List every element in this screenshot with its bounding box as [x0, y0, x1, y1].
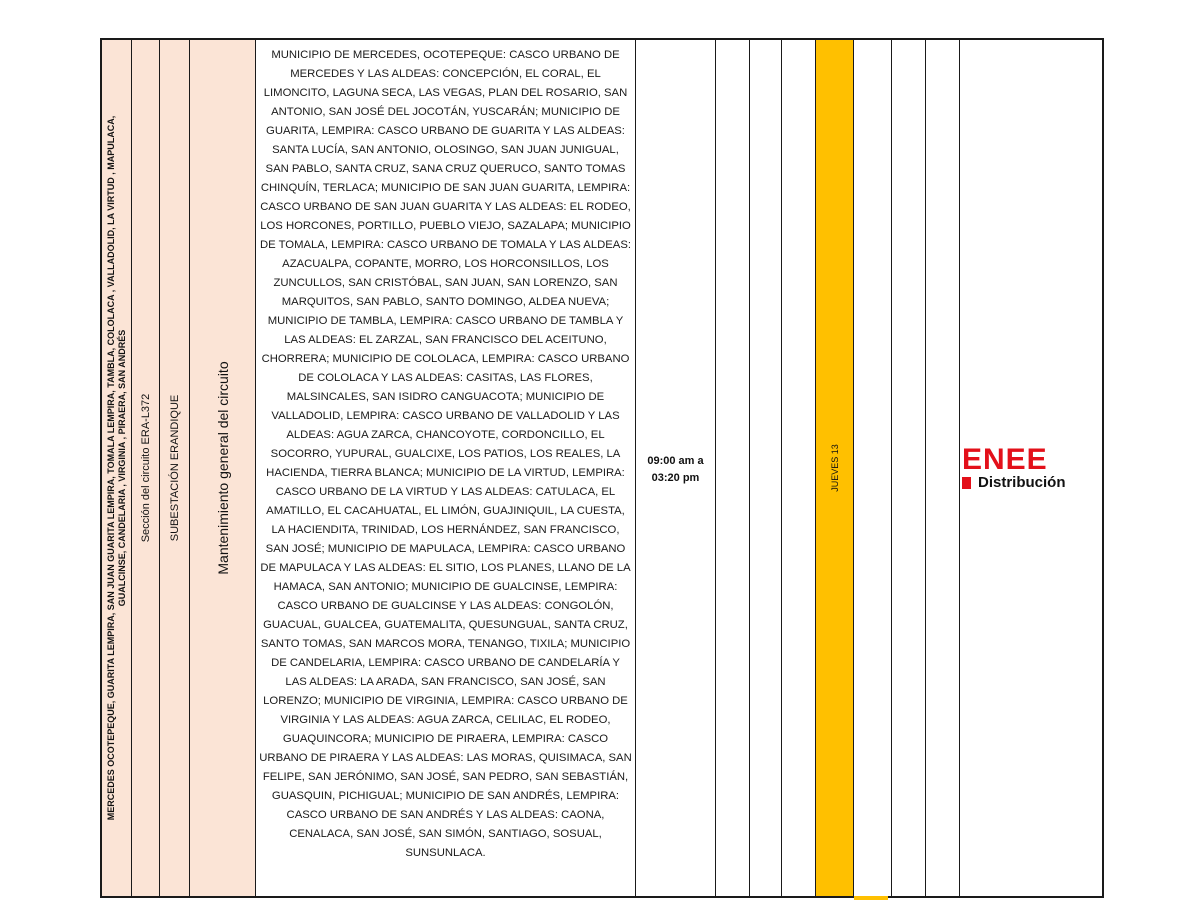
circuit-section-text: Sección del circuito ERA-L372 [139, 393, 152, 543]
affected-locations-text: MUNICIPIO DE MERCEDES, OCOTEPEQUE: CASCO URBANO DE MERCEDES Y LAS ALDEAS: CONCEPCIÓN, EL CORAL, EL LIMONCITO, LAGUNA SECA, LAS VEGAS, PLAN DEL ROSARIO, SAN ANTONIO, SAN JOSÉ DEL JOCOTÁN, YUSCARÁN; MUNICIPIO DE GUARITA, LEMPIRA: CASCO URBANO DE GUARITA Y LAS ALDEAS: SANTA LUCÍA, SAN ANTONIO, OLOSINGO, SAN JUAN JUNIGUAL, SAN PABLO, SANTA CRUZ, SANA CRUZ QUERUCO, SANTO TOMAS CHINQUÍN, TERLACA; MUNICIPIO DE SAN JUAN GUARITA, LEMPIRA: CASCO URBANO DE SAN JUAN GUARITA Y LAS ALDEAS: EL RODEO, LOS HORCONES, PORTILLO, PUEBLO VIEJO, SAZALAPA; MUNICIPIO DE TOMALA, LEMPIRA: CASCO URBANO DE TOMALA Y LAS ALDEAS: AZACUALPA, COPANTE, MORRO, LOS HORCONSILLOS, LOS ZUNCULLOS, SAN CRISTÓBAL, SAN JUAN, SAN LORENZO, SAN MARQUITOS, SAN PABLO, SANTO DOMINGO, ALDEA NUEVA; MUNICIPIO DE TAMBLA, LEMPIRA: CASCO URBANO DE TAMBLA Y LAS ALDEAS: EL ZARZAL, SAN FRANCISCO DEL ACEITUNO, CHORRERA; MUNICIPIO DE COLOLACA, LEMPIRA: CASCO URBANO DE COLOLACA Y LAS ALDEAS: CASITAS, LAS FLORES, MALSINCALES, SAN ISIDRO CANGUACOTA; MUNICIPIO DE VALLADOLID, LEMPIRA: CASCO URBANO DE VALLADOLID Y LAS ALDEAS: AGUA ZARCA, CHANCOYOTE, CORDONCILLO, EL SOCORRO, YUPURAL, GUALCIXE, LOS PATIOS, LOS REALES, LA HACIENDA, TIERRA BLANCA; MUNICIPIO DE LA VIRTUD, LEMPIRA: CASCO URBANO DE LA VIRTUD Y LAS ALDEAS: CATULACA, EL AMATILLO, EL CACAHUATAL, EL LIMÓN, GUAJINIQUIL, LA CUESTA, LA HACIENDITA, TRINIDAD, LOS HERNÁNDEZ, SAN FRANCISCO, SAN JOSÉ; MUNICIPIO DE MAPULACA, LEMPIRA: CASCO URBANO DE MAPULACA Y LAS ALDEAS: EL SITIO, LOS PLANES, LLANO DE LA HAMACA, SAN ANTONIO; MUNICIPIO DE GUALCINSE, LEMPIRA: CASCO URBANO DE GUALCINSE Y LAS ALDEAS: CONGOLÓN, GUACUAL, GUALCEA, GUATEMALITA, QUESUNGUAL, SANTA CRUZ, SANTO TOMAS, SAN MARCOS MORA, TENANGO, TIXILA; MUNICIPIO DE CANDELARIA, LEMPIRA: CASCO URBANO DE CANDELARÍA Y LAS ALDEAS: LA ARADA, SAN FRANCISCO, SAN JOSÉ, SAN LORENZO; MUNICIPIO DE VIRGINIA, LEMPIRA: CASCO URBANO DE VIRGINIA Y LAS ALDEAS: AGUA ZARCA, CELILAC, EL RODEO, GUAQUINCORA; MUNICIPIO DE PIRAERA, LEMPIRA: CASCO URBANO DE PIRAERA Y LAS ALDEAS: LAS MORAS, QUISIMACA, SAN FELIPE, SAN JERÓNIMO, SAN JOSÉ, SAN PEDRO, SAN SEBASTIÁN, GUASQUIN, PICHIGUAL; MUNICIPIO DE SAN ANDRÉS, LEMPIRA: CASCO URBANO DE SAN ANDRÉS Y LAS ALDEAS: CAONA, CENALACA, SAN JOSÉ, SAN SIMÓN, SANTIAGO, SOSUAL, SUNSUNLACA. [259, 49, 632, 859]
outage-schedule-table [100, 38, 1104, 898]
work-cell [190, 40, 256, 896]
day-text: JUEVES 13 [829, 444, 840, 492]
logo-accent-bar [962, 477, 971, 489]
schedule-time [636, 453, 715, 487]
empty-cell-4 [854, 40, 892, 896]
description-cell [256, 40, 636, 896]
time-start: 09:00 am a [647, 455, 704, 467]
work-text: Mantenimiento general del circuito [214, 361, 231, 575]
substation-cell [160, 40, 190, 896]
empty-cell-2 [750, 40, 782, 896]
logo-cell [960, 40, 1104, 896]
day-cell [816, 40, 854, 896]
next-row-day-strip [854, 896, 888, 900]
empty-cell-6 [926, 40, 960, 896]
areas-text: MERCEDES OCOTEPEQUE, GUARITA LEMPIRA, SAN JUAN GUARITA LEMPIRA, TOMALA LEMPIRA, TAMBLA, COLOLACA , VALLADOLID, LA VIRTUD , MAPULACA, GUALCINSE, CANDELARIA , VIRGINIA , PIRAERA, SAN ANDRÉS [105, 115, 127, 821]
time-end: 03:20 pm [651, 472, 700, 484]
enee-logo-subtitle: Distribución [978, 474, 1066, 491]
enee-logo-mark: ENEE [962, 443, 1048, 476]
empty-cell-1 [716, 40, 750, 896]
schedule-time-cell [636, 40, 716, 896]
substation-text: SUBESTACIÓN ERANDIQUE [168, 394, 181, 542]
empty-cell-5 [892, 40, 926, 896]
areas-cell [102, 40, 132, 896]
circuit-section-cell [132, 40, 160, 896]
empty-cell-3 [782, 40, 816, 896]
enee-logo [962, 443, 1104, 493]
